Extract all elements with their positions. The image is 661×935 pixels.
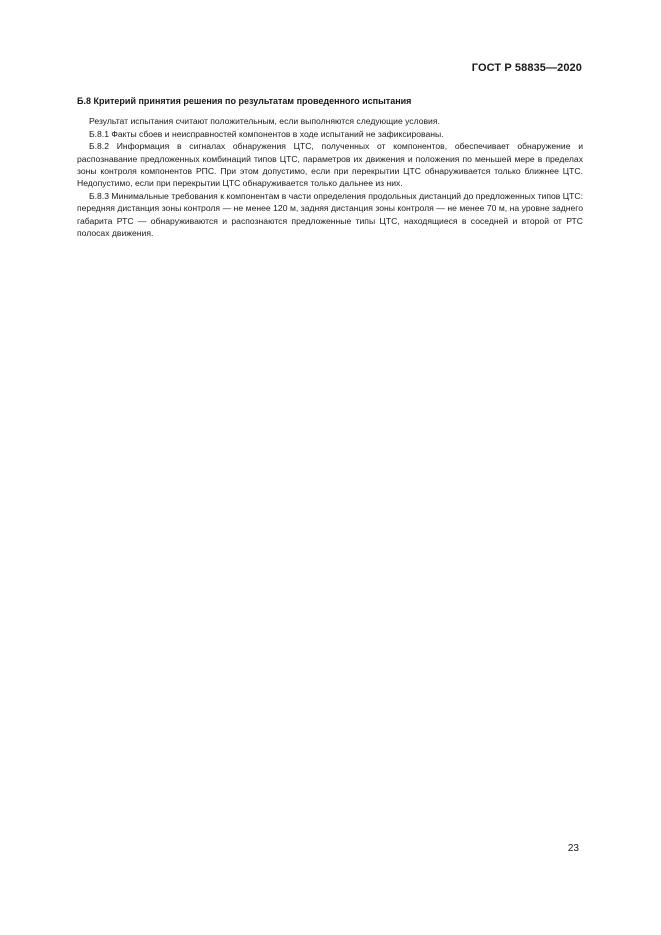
paragraph-result-conditions: Результат испытания считают положительным, если выполняются следующие условия. <box>89 116 440 127</box>
page-number: 23 <box>567 843 579 854</box>
document-code: ГОСТ Р 58835—2020 <box>471 62 582 74</box>
paragraph-b-8-2: Б.8.2 Информация в сигналах обнаружения ЦТС, полученных от компонентов, обеспечивает обнаружение и распознавание предложенных комбинаций типов ЦТС, параметров их движения и положения по меньшей мере в пределах зоны контроля компонентов РПС. При этом допустимо, если при перекрытии ЦТС обнаруживается только ближнее ЦТС. Недопустимо, если при перекрытии ЦТС обнаруживается только дальнее из них. <box>77 141 583 189</box>
paragraph-b-8-1: Б.8.1 Факты сбоев и неисправностей компонентов в ходе испытаний не зафиксированы. <box>89 128 444 139</box>
document-body <box>77 95 583 239</box>
paragraph-b-8-3: Б.8.3 Минимальные требования к компонентам в части определения продольных дистанций до предложенных типов ЦТС: передняя дистанция зоны контроля — не менее 120 м, задняя дистанция зоны контроля — не менее 70 м, на уровне заднего габарита РТС — обнаруживаются и распознаются предложенные типы ЦТС, находящиеся в соседней и второй от РТС полосах движения. <box>77 190 583 239</box>
section-heading: Б.8 Критерий принятия решения по результатам проведенного испытания <box>77 96 412 106</box>
